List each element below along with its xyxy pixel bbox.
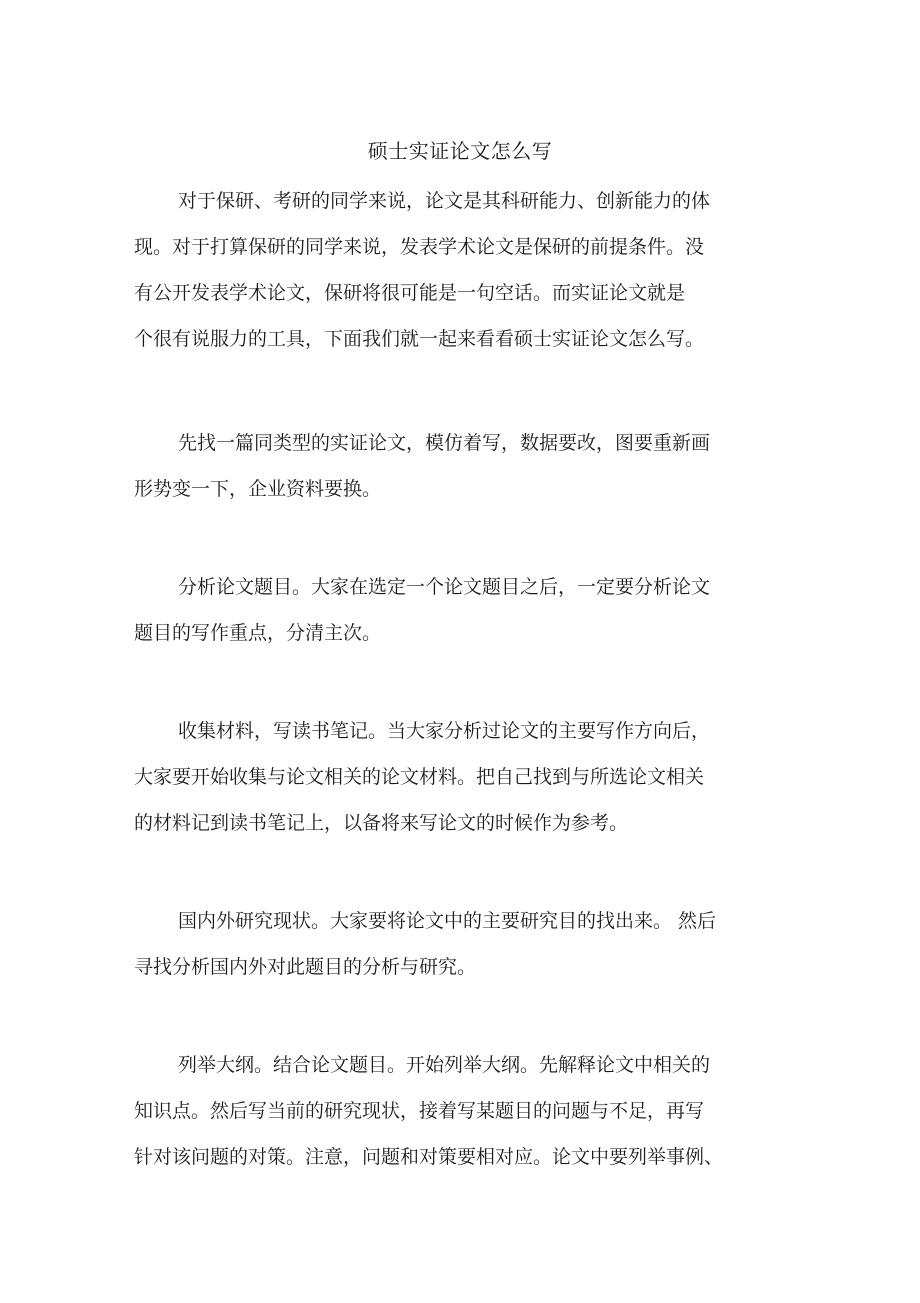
paragraph-line: 对于保研、考研的同学来说，论文是其科研能力、创新能力的体 (178, 190, 711, 212)
paragraph-line: 寻找分析国内外对此题目的分析与研究。 (134, 956, 477, 978)
paragraph-line: 有公开发表学术论文，保研将很可能是一句空话。而实证论文就是 (134, 282, 686, 304)
document-title: 硕士实证论文怎么写 (367, 139, 553, 163)
paragraph-line: 现。对于打算保研的同学来说，发表学术论文是保研的前提条件。没 (134, 236, 705, 258)
paragraph-collect-materials (134, 716, 734, 854)
paragraph-intro (134, 186, 734, 370)
paragraph-analyze-title (134, 572, 734, 664)
paragraph-line: 题目的写作重点，分清主次。 (134, 622, 382, 644)
paragraph-line: 个很有说服力的工具，下面我们就一起来看看硕士实证论文怎么写。 (134, 328, 705, 350)
paragraph-line: 大家要开始收集与论文相关的论文材料。把自己找到与所选论文相关 (134, 766, 705, 788)
paragraph-line: 先找一篇同类型的实证论文，模仿着写，数据要改，图要重新画 (178, 432, 711, 454)
paragraph-line: 分析论文题目。大家在选定一个论文题目之后，一定要分析论文 (178, 576, 711, 598)
paragraph-line: 列举大纲。结合论文题目。开始列举大纲。先解释论文中相关的 (178, 1054, 711, 1076)
paragraph-line: 针对该问题的对策。注意，问题和对策要相对应。论文中要列举事例、 (134, 1146, 724, 1168)
paragraph-line: 收集材料，写读书笔记。当大家分析过论文的主要写作方向后， (178, 720, 711, 742)
paragraph-research-status (134, 906, 734, 998)
paragraph-imitate (134, 428, 734, 520)
paragraph-line: 的材料记到读书笔记上，以备将来写论文的时候作为参考。 (134, 812, 629, 834)
paragraph-line: 知识点。然后写当前的研究现状，接着写某题目的问题与不足，再写 (134, 1100, 705, 1122)
paragraph-line: 形势变一下，企业资料要换。 (134, 478, 382, 500)
paragraph-outline (134, 1050, 734, 1188)
paragraph-line: 国内外研究现状。大家要将论文中的主要研究目的找出来。 然后 (178, 910, 717, 932)
